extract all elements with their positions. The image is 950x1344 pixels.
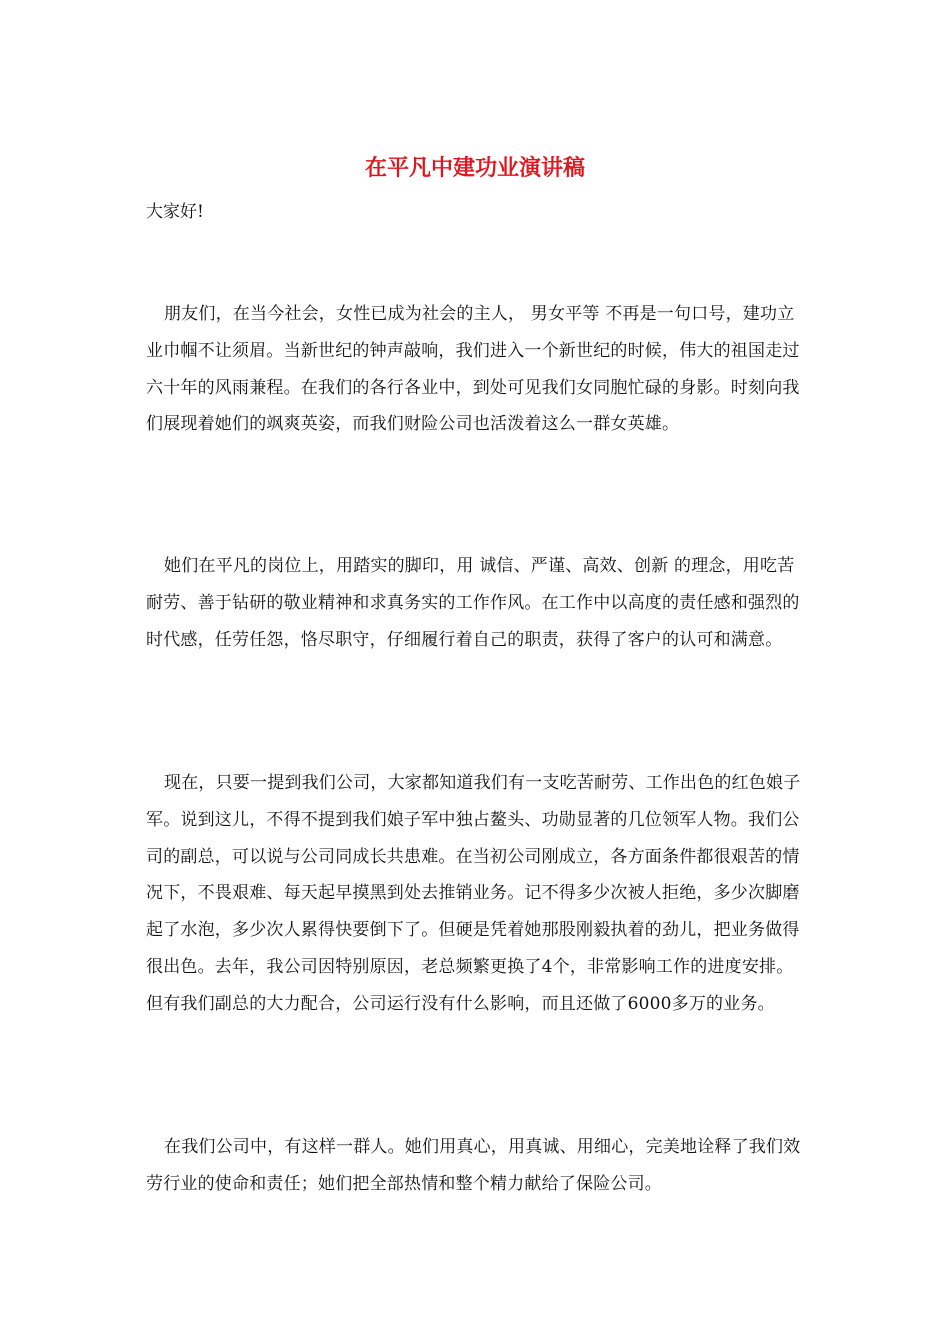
paragraph-4: 在我们公司中，有这样一群人。她们用真心，用真诚、用细心，完美地诠释了我们效劳行业的使命和责任；她们把全部热情和整个精力献给了保险公司。 [146,1137,801,1194]
document-title: 在平凡中建功业演讲稿 [364,155,585,181]
paragraph-3: 现在，只要一提到我们公司，大家都知道我们有一支吃苦耐劳、工作出色的红色娘子军。说到这儿，不得不提到我们娘子军中独占鳌头、功勋显著的几位领军人物。我们公司的副总，可以说与公司同成长共患难。在当初公司刚成立，各方面条件都很艰苦的情况下，不畏艰难、每天起早摸黑到处去推销业务。记不得多少次被人拒绝，多少次脚磨起了水泡，多少次人累得快要倒下了。但硬是凭着她那股刚毅执着的劲儿，把业务做得很出色。去年，我公司因特别原因，老总频繁更换了4个，非常影响工作的进度安排。但有我们副总的大力配合，公司运行没有什么影响，而且还做了6000多万的业务。 [146,773,801,1014]
paragraph-1: 朋友们，在当今社会，女性已成为社会的主人， 男女平等 不再是一句口号，建功立业巾帼不让须眉。当新世纪的钟声敲响，我们进入一个新世纪的时候，伟大的祖国走过六十年的风雨兼程。在我们的各行各业中，到处可见我们女同胞忙碌的身影。时刻向我们展现着她们的飒爽英姿，而我们财险公司也活泼着这么一群女英雄。 [146,304,800,435]
greeting-text: 大家好! [146,202,204,222]
paragraph-2: 她们在平凡的岗位上，用踏实的脚印，用 诚信、严谨、高效、创新 的理念，用吃苦耐劳、善于钻研的敬业精神和求真务实的工作作风。在工作中以高度的责任感和强烈的时代感，任劳任怨，恪尽职守，仔细履行着自己的职责，获得了客户的认可和满意。 [146,556,800,650]
